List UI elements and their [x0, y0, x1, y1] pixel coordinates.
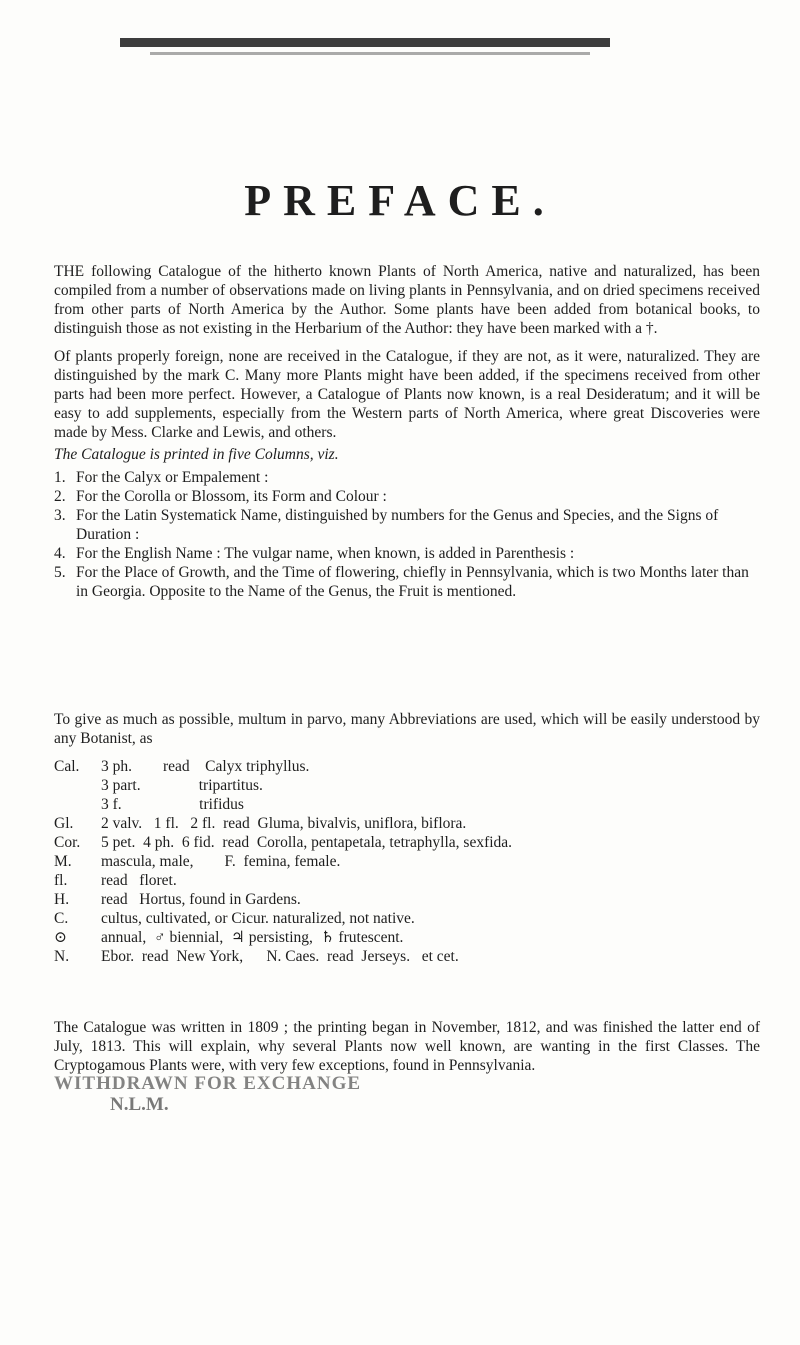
table-row: Cor. 5 pet. 4 ph. 6 fid. read Corolla, pentapetala, tetraphylla, sexfida. — [54, 834, 513, 851]
preface-paragraph-1: THE following Catalogue of the hitherto known Plants of North America, native and naturalized, has been compiled from a number of observations made on living plants in Pennsylvania, and on dried specimens received from other parts of North America by the Author. Some plants have been added from botanical books, to distinguish those as not existing in the Herbarium of the Author: they have been marked with a †. — [54, 263, 760, 337]
top-rule — [120, 38, 610, 47]
page-title: PREFACE. — [244, 176, 556, 225]
columns-list — [54, 468, 760, 601]
list-item: 2. For the Corolla or Blossom, its Form and Colour : — [54, 488, 387, 505]
table-row: N. Ebor. read New York, N. Caes. read Jerseys. et cet. — [54, 948, 459, 965]
table-row: Gl. 2 valv. 1 fl. 2 fl. read Gluma, bivalvis, uniflora, biflora. — [54, 815, 467, 832]
list-item: 5. For the Place of Growth, and the Time of flowering, chiefly in Pennsylvania, which is two Months later than in Georgia. Opposite to the Name of the Genus, the Fruit is mentioned. — [54, 564, 749, 600]
preface-paragraph-4: The Catalogue was written in 1809 ; the printing began in November, 1812, and was finished the latter end of July, 1813. This will explain, why several Plants now well known, are wanting in the first Classes. The Cryptogamous Plants were, with very few exceptions, found in Pennsylvania. — [54, 1019, 760, 1074]
top-rule-shadow — [150, 52, 590, 55]
table-row: C. cultus, cultivated, or Cicur. naturalized, not native. — [54, 910, 415, 927]
library-stamp: N.L.M. — [110, 1094, 169, 1115]
table-row: 3 part. tripartitus. — [101, 777, 263, 794]
table-row: H. read Hortus, found in Gardens. — [54, 891, 301, 908]
list-item: 4. For the English Name : The vulgar name, when known, is added in Parenthesis : — [54, 545, 575, 562]
table-row: Cal. 3 ph. read Calyx triphyllus. — [54, 758, 310, 775]
withdrawn-stamp: WITHDRAWN FOR EXCHANGE — [54, 1073, 362, 1094]
table-row: ⊙ annual, ♂ biennial, ♃ persisting, ♄ frutescent. — [54, 929, 404, 946]
list-item: 3. For the Latin Systematick Name, distinguished by numbers for the Genus and Species, and the Signs of Duration : — [54, 507, 719, 543]
table-row: fl. read floret. — [54, 872, 177, 889]
preface-paragraph-3: To give as much as possible, multum in parvo, many Abbreviations are used, which will be easily understood by any Botanist, as — [54, 711, 760, 747]
table-row: 3 f. trifidus — [101, 796, 244, 813]
preface-paragraph-2: Of plants properly foreign, none are received in the Catalogue, if they are not, as it were, naturalized. They are distinguished by the mark C. Many more Plants might have been added, if the specimens received from other parts had been more perfect. However, a Catalogue of Plants now known, is a real Desideratum; and it will be easy to add supplements, especially from the Western parts of North America, where great Discoveries were made by Mess. Clarke and Lewis, and others. — [54, 348, 760, 441]
columns-intro: The Catalogue is printed in five Columns, viz. — [54, 446, 339, 463]
abbreviations-table — [54, 757, 774, 966]
list-item: 1. For the Calyx or Empalement : — [54, 469, 269, 486]
table-row: M. mascula, male, F. femina, female. — [54, 853, 341, 870]
